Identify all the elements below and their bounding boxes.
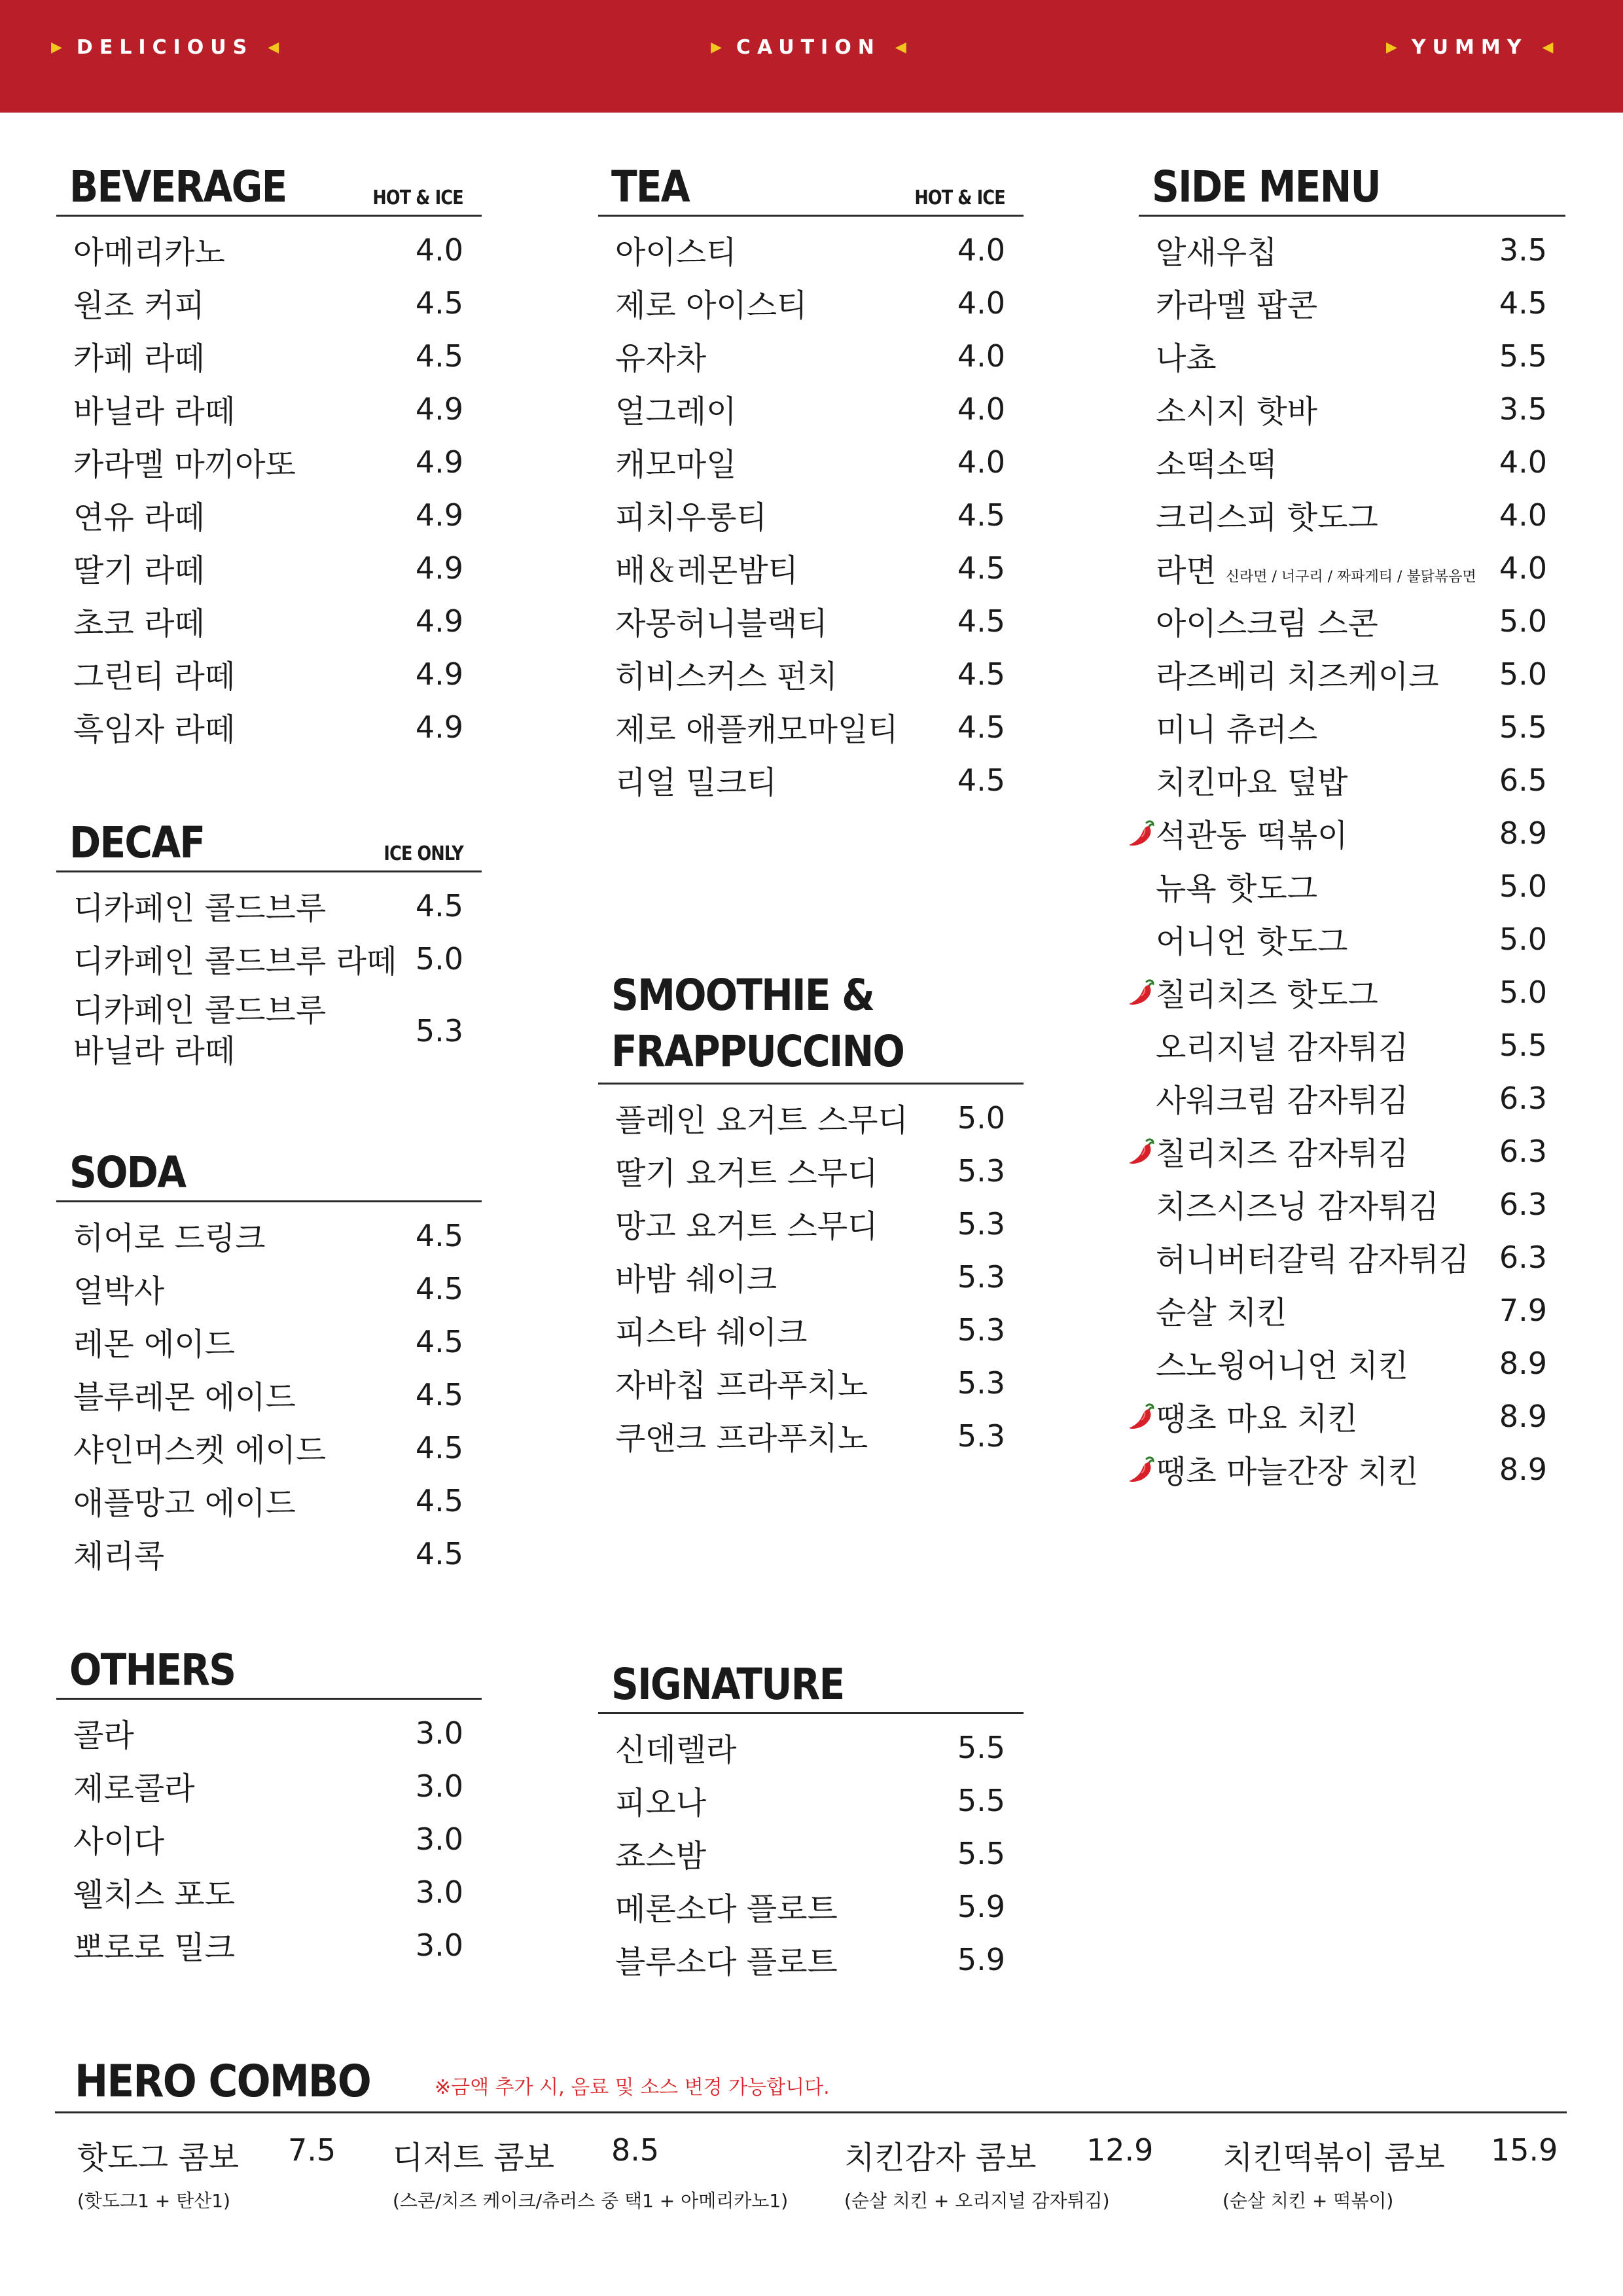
combo-item: 디저트 콤보 8.5 (스콘/치즈 케이크/츄러스 중 택1 + 아메리카노1) [393,2132,825,2213]
menu-item: 카라멜 팝콘 4.5 [1156,285,1547,324]
menu-item: 체리콕 4.5 [73,1535,463,1575]
menu-list [598,1714,1024,1986]
menu-item: 나쵸 5.5 [1156,338,1547,377]
menu-item: 캐모마일 4.0 [615,444,1005,483]
menu-item: 자바칩 프라푸치노 5.3 [615,1365,1005,1404]
section-header [56,156,482,217]
combo-item: 핫도그 콤보 7.5 (핫도그1 + 탄산1) [77,2132,339,2213]
menu-list [598,217,1024,806]
menu-item: 카페 라떼 4.5 [73,338,463,377]
menu-item: 라면 신라면 / 너구리 / 짜파게티 / 불닭볶음면 4.0 [1156,550,1547,589]
combo-item: 치킨떡볶이 콤보 15.9 (순살 치킨 + 떡볶이) [1222,2132,1558,2212]
section-title: BEVERAGE [69,162,287,212]
item-options: 신라면 / 너구리 / 짜파게티 / 불닭볶음면 [1225,569,1476,585]
menu-item: 뽀로로 밀크 3.0 [73,1927,463,1966]
menu-list [56,1700,482,1971]
banner-tag-yummy: ▶ YUMMY ◀ [1386,35,1554,59]
menu-item: 레몬 에이드 4.5 [73,1323,463,1363]
chili-pepper-icon [1127,819,1156,848]
section-note: HOT & ICE [372,187,463,209]
menu-item: 아이스티 4.0 [615,232,1005,271]
menu-item: 석관동 떡볶이 8.9 [1139,806,1565,859]
menu-item: 웰치스 포도 3.0 [73,1874,463,1913]
section-note: HOT & ICE [914,187,1005,209]
chili-pepper-icon [1127,978,1156,1007]
menu-item: 어니언 핫도그 5.0 [1156,921,1547,960]
menu-item: 허니버터갈릭 감자튀김 6.3 [1156,1239,1547,1278]
menu-item: 뉴욕 핫도그 5.0 [1156,868,1547,907]
menu-item: 초코 라떼 4.9 [73,603,463,642]
menu-item: 피치우롱티 4.5 [615,497,1005,536]
menu-item: 사이다 3.0 [73,1821,463,1860]
menu-item: 디카페인 콜드브루 4.5 [73,888,463,927]
section-header [1139,156,1565,217]
menu-item: 땡초 마요 치킨 8.9 [1139,1390,1565,1443]
menu-item: 제로 애플캐모마일티 4.5 [615,709,1005,748]
menu-item: 애플망고 에이드 4.5 [73,1482,463,1522]
tea-section [598,156,1024,806]
section-note: ICE ONLY [383,842,463,865]
menu-item: 얼그레이 4.0 [615,391,1005,430]
beverage-section [56,156,482,753]
menu-list [1139,217,1565,1496]
arrow-left-icon: ◀ [268,39,279,56]
section-title: SODA [69,1147,186,1198]
menu-item: 샤인머스켓 에이드 4.5 [73,1429,463,1469]
chili-pepper-icon [1127,1402,1156,1431]
arrow-left-icon: ◀ [895,39,906,56]
chili-pepper-icon [1127,1137,1156,1166]
menu-item: 피오나 5.5 [615,1782,1005,1821]
menu-item: 배＆레몬밤티 4.5 [615,550,1005,589]
menu-item: 사워크림 감자튀김 6.3 [1156,1080,1547,1119]
menu-item: 콜라 3.0 [73,1715,463,1754]
banner-tag-delicious: ▶ DELICIOUS ◀ [51,35,279,59]
section-title: OTHERS [69,1645,236,1695]
menu-item: 소시지 핫바 3.5 [1156,391,1547,430]
menu-item: 피스타 쉐이크 5.3 [615,1312,1005,1351]
menu-item: 라즈베리 치즈케이크 5.0 [1156,656,1547,695]
menu-item: 블루레몬 에이드 4.5 [73,1376,463,1416]
menu-item: 스노윙어니언 치킨 8.9 [1156,1345,1547,1384]
combo-desc: (순살 치킨 + 오리지널 감자튀김) [844,2190,1110,2212]
decaf-section [56,812,482,1077]
menu-item: 제로 아이스티 4.0 [615,285,1005,324]
section-title: SIGNATURE [611,1659,844,1710]
arrow-right-icon: ▶ [711,39,722,56]
menu-item: 크리스피 핫도그 4.0 [1156,497,1547,536]
menu-item: 쿠앤크 프라푸치노 5.3 [615,1418,1005,1457]
menu-item: 흑임자 라떼 4.9 [73,709,463,748]
chili-pepper-icon [1127,1455,1156,1484]
menu-item: 그린티 라떼 4.9 [73,656,463,695]
menu-item: 자몽허니블랙티 4.5 [615,603,1005,642]
menu-item: 리얼 밀크티 4.5 [615,762,1005,801]
menu-item: 디카페인 콜드브루 바닐라 라떼 5.3 [73,992,463,1069]
section-header [598,961,1024,1085]
menu-item: 메론소다 플로트 5.9 [615,1888,1005,1928]
others-section [56,1639,482,1971]
menu-item: 아이스크림 스콘 5.0 [1156,603,1547,642]
section-header [56,812,482,872]
menu-list [56,872,482,1077]
menu-item: 오리지널 감자튀김 5.5 [1156,1027,1547,1066]
section-title: TEA [611,162,689,212]
menu-item: 치즈시즈닝 감자튀김 6.3 [1156,1186,1547,1225]
menu-item: 딸기 요거트 스무디 5.3 [615,1153,1005,1192]
menu-item: 딸기 라떼 4.9 [73,550,463,589]
menu-list [598,1085,1024,1462]
menu-item: 망고 요거트 스무디 5.3 [615,1206,1005,1245]
menu-item: 치킨마요 덮밥 6.5 [1156,762,1547,801]
section-title: SIDE MENU [1152,162,1380,212]
section-header [56,1141,482,1202]
menu-item: 죠스밤 5.5 [615,1835,1005,1874]
menu-item: 바닐라 라떼 4.9 [73,391,463,430]
arrow-right-icon: ▶ [1386,39,1397,56]
section-title: HERO COMBO [75,2056,370,2108]
arrow-left-icon: ◀ [1542,39,1554,56]
menu-item: 순살 치킨 7.9 [1156,1292,1547,1331]
menu-item: 히비스커스 펀치 4.5 [615,656,1005,695]
menu-item: 아메리카노 4.0 [73,232,463,271]
menu-item: 히어로 드링크 4.5 [73,1217,463,1257]
section-header [598,1653,1024,1714]
menu-item: 얼박사 4.5 [73,1270,463,1310]
section-title: DECAF [69,817,205,868]
section-title: SMOOTHIE & FRAPPUCCINO [611,970,904,1077]
menu-item: 칠리치즈 핫도그 5.0 [1139,965,1565,1018]
menu-item: 디카페인 콜드브루 라떼 5.0 [73,941,463,980]
combo-desc: (핫도그1 + 탄산1) [77,2190,230,2212]
banner-tag-caution: ▶ CAUTION ◀ [711,35,906,59]
menu-item: 미니 츄러스 5.5 [1156,709,1547,748]
arrow-right-icon: ▶ [51,39,62,56]
menu-item: 블루소다 플로트 5.9 [615,1941,1005,1981]
menu-item: 땡초 마늘간장 치킨 8.9 [1139,1443,1565,1496]
menu-item: 원조 커피 4.5 [73,285,463,324]
menu-item: 소떡소떡 4.0 [1156,444,1547,483]
signature-section [598,1653,1024,1986]
menu-item: 유자차 4.0 [615,338,1005,377]
menu-item: 칠리치즈 감자튀김 6.3 [1139,1124,1565,1177]
combo-item: 치킨감자 콤보 12.9 (순살 치킨 + 오리지널 감자튀김) [844,2132,1158,2213]
menu-item: 알새우칩 3.5 [1156,232,1547,271]
combo-desc: (스콘/치즈 케이크/츄러스 중 택1 + 아메리카노1) [393,2190,789,2212]
menu-list [56,217,482,753]
menu-item: 신데렐라 5.5 [615,1729,1005,1768]
menu-item: 바밤 쉐이크 5.3 [615,1259,1005,1298]
menu-list [56,1202,482,1580]
menu-item: 제로콜라 3.0 [73,1768,463,1807]
combo-desc: (순살 치킨 + 떡볶이) [1222,2190,1394,2212]
combo-note: ※금액 추가 시, 음료 및 소스 변경 가능합니다. [435,2076,830,2099]
section-header [56,1639,482,1700]
hero-combo-header [55,2051,1567,2113]
menu-item: 연유 라떼 4.9 [73,497,463,536]
top-banner [0,0,1623,113]
menu-item: 플레인 요거트 스무디 5.0 [615,1100,1005,1139]
smoothie-section [598,961,1024,1462]
side-menu-section [1139,156,1565,1496]
menu-item: 카라멜 마끼아또 4.9 [73,444,463,483]
soda-section [56,1141,482,1580]
section-header [598,156,1024,217]
